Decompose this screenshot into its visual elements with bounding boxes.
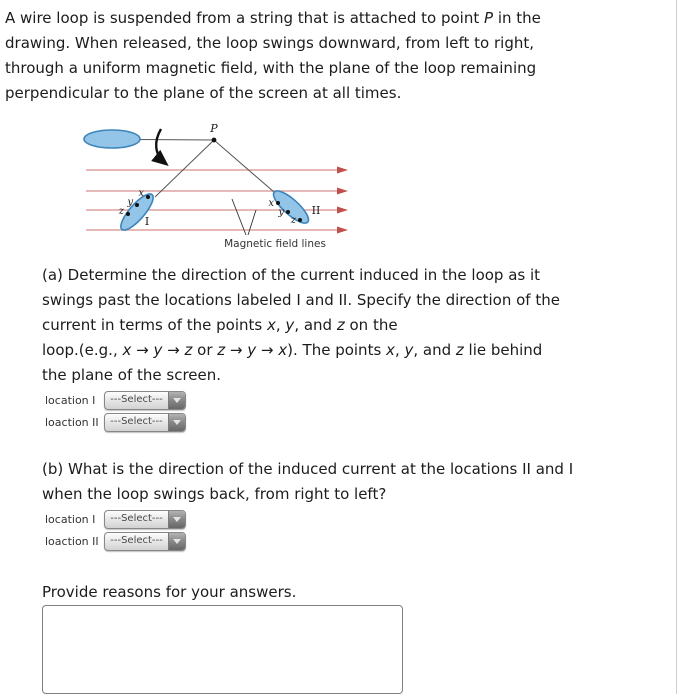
select-value: ---Select--- <box>110 534 163 546</box>
loop2-point-y-dot <box>286 210 290 214</box>
swing-direction-arrow-icon <box>156 129 165 163</box>
select-value: ---Select--- <box>110 512 163 524</box>
point-p-dot <box>212 138 217 143</box>
question-a-line: the plane of the screen. <box>42 366 222 384</box>
loop2-point-x-dot <box>276 201 280 205</box>
location-2-select-b[interactable] <box>104 532 186 551</box>
answer-row-location-1 <box>45 391 676 409</box>
reasons-textarea[interactable] <box>42 605 403 694</box>
loop2-point-z-dot <box>298 218 302 222</box>
problem-line: A wire loop is suspended from a string that is attached to point P in the <box>5 9 541 27</box>
field-lines-caption: Magnetic field lines <box>224 238 326 250</box>
field-arrow-icon <box>337 167 348 174</box>
loop1-point-y-dot <box>135 203 139 207</box>
location-2-row-label: loaction II <box>45 534 99 548</box>
answer-row-location-2 <box>45 532 676 550</box>
loop1-point-x-dot <box>146 195 150 199</box>
chevron-down-icon <box>173 517 181 522</box>
loop2-point-x-label: x <box>268 198 274 209</box>
select-value: ---Select--- <box>110 393 163 405</box>
figure-diagram <box>80 113 370 255</box>
location-2-row-label: loaction II <box>45 415 99 429</box>
location-1-select-a[interactable] <box>104 391 186 410</box>
loop2-point-z-label: z <box>290 215 296 226</box>
string-to-location-1 <box>155 140 214 197</box>
string-horizontal <box>138 140 214 141</box>
question-b-answers <box>45 510 676 550</box>
problem-line: drawing. When released, the loop swings downward, from left to right, <box>5 34 535 52</box>
chevron-down-icon <box>173 539 181 544</box>
question-a-line: swings past the locations labeled I and II. Specify the direction of the <box>42 291 560 309</box>
select-dropdown-button[interactable] <box>168 511 185 528</box>
question-a-text <box>42 263 676 388</box>
field-arrow-icon <box>337 188 348 195</box>
field-arrow-icon <box>337 227 348 234</box>
loop1-point-z-label: z <box>118 206 124 217</box>
location-1-row-label: location I <box>45 512 96 526</box>
loop1-point-y-label: y <box>127 197 133 208</box>
loop1-point-x-label: x <box>138 188 144 199</box>
question-b-line: when the loop swings back, from right to left? <box>42 485 387 503</box>
chevron-down-icon <box>173 398 181 403</box>
question-b-text <box>42 457 676 507</box>
chevron-down-icon <box>173 420 181 425</box>
problem-line: through a uniform magnetic field, with the plane of the loop remaining <box>5 59 537 77</box>
answer-row-location-2 <box>45 413 676 431</box>
caption-leader-line <box>248 210 256 235</box>
question-b-line: (b) What is the direction of the induced current at the locations II and I <box>42 460 574 478</box>
select-dropdown-button[interactable] <box>168 414 185 431</box>
select-dropdown-button[interactable] <box>168 533 185 550</box>
field-arrow-icon <box>337 207 348 214</box>
string-to-location-2 <box>214 140 274 192</box>
location-1-label: I <box>144 215 150 228</box>
problem-line: perpendicular to the plane of the screen at all times. <box>5 84 402 102</box>
loop2-point-y-label: y <box>278 207 284 218</box>
problem-statement <box>0 0 676 106</box>
location-1-row-label: location I <box>45 393 96 407</box>
select-dropdown-button[interactable] <box>168 392 185 409</box>
question-a-line: (a) Determine the direction of the current induced in the loop as it <box>42 266 541 284</box>
location-2-label: II <box>311 204 321 217</box>
loop1-point-z-dot <box>126 212 130 216</box>
answer-row-location-1 <box>45 510 676 528</box>
point-p-label: P <box>210 122 218 135</box>
question-a-answers <box>45 391 676 431</box>
wire-loop-top <box>84 130 140 148</box>
question-a-line: loop.(e.g., x → y → z or z → y → x). The points x, y, and z lie behind <box>42 341 543 359</box>
question-a-line: current in terms of the points x, y, and z on the <box>42 316 398 334</box>
location-2-select-a[interactable] <box>104 413 186 432</box>
select-value: ---Select--- <box>110 415 163 427</box>
reasons-label: Provide reasons for your answers. <box>42 583 297 601</box>
location-1-select-b[interactable] <box>104 510 186 529</box>
reasons-section <box>42 580 676 694</box>
